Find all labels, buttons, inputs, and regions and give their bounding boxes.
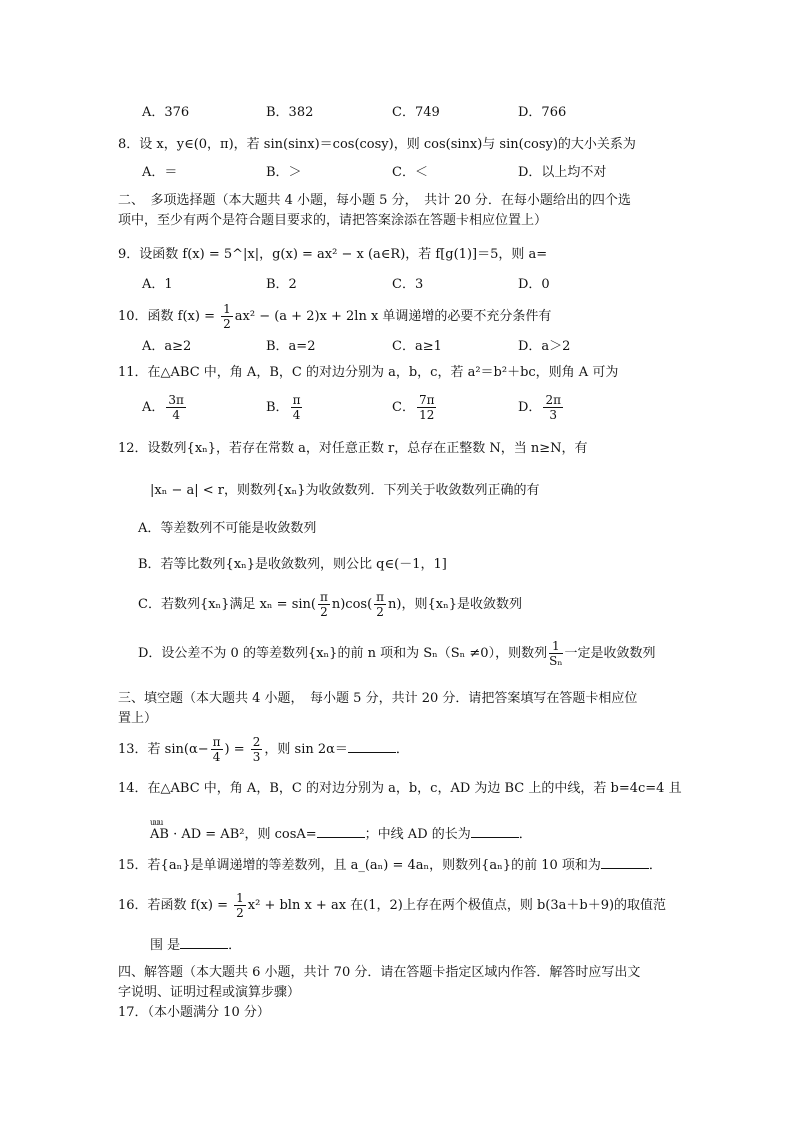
q17-heading: 17．（本小题满分 10 分） <box>118 1005 270 1020</box>
q14-cosa-blank[interactable] <box>317 825 365 838</box>
q15-stem: 15．若{aₙ}是单调递增的等差数列，且 a_(aₙ) = 4aₙ，则数列{aₙ}的前 10 项和为 ． <box>118 858 662 873</box>
q8-option-a: A．＝ <box>142 165 178 180</box>
q11-option-b: B． $\frac{\pi}{4}$ <box>266 393 301 422</box>
section2-heading-line1: 二、 多项选择题（本大题共 4 小题，每小题 5 分， 共计 20 分．在每小题给出的四个选 <box>118 193 631 208</box>
q14-stem-line2: uuu AB · AD = AB²，则 cosA= ；中线 AD 的长为 ． <box>150 820 532 844</box>
q8-stem: 8．设 x，y∈(0，π)，若 sin(sinx)＝cos(cosy)，则 cos(sinx)与 sin(cosy)的大小关系为 <box>118 137 636 152</box>
q10-stem: 10．函数 f(x) = $\frac{1}{2}$ ax² − (a + 2)x + 2ln x 单调递增的必要不充分条件有 <box>118 302 552 331</box>
section3-heading-line1: 三、填空题（本大题共 4 小题， 每小题 5 分，共计 20 分．请把答案填写在答题卡相应位 <box>118 691 638 706</box>
q12-stem-line2: |xₙ − a| < r，则数列{xₙ}为收敛数列．下列关于收敛数列正确的有 <box>150 483 540 498</box>
q8-option-d: D．以上均不对 <box>518 165 607 180</box>
q10-option-a: A．a≥2 <box>142 339 192 354</box>
q11-option-a: A． $\frac{3\pi}{4}$ <box>142 393 184 422</box>
section4-heading-line2: 字说明、证明过程或演算步骤） <box>118 985 301 1000</box>
q11-option-c: C． $\frac{7\pi}{12}$ <box>392 393 435 422</box>
q8-option-c: C．＜ <box>392 165 428 180</box>
q13-stem: 13．若 sin(α− $\frac{\pi}{4}$ ) = $\frac{2}{3}$ ，则 sin 2α＝ ． <box>118 735 409 764</box>
q9-option-d: D．0 <box>518 277 550 292</box>
q9-option-c: C．3 <box>392 277 424 292</box>
q11-option-d: D． $\frac{2\pi}{3}$ <box>518 393 561 422</box>
q16-answer-blank[interactable] <box>180 936 228 949</box>
q10-option-d: D．a＞2 <box>518 339 571 354</box>
q15-answer-blank[interactable] <box>601 856 649 869</box>
q10-option-c: C．a≥1 <box>392 339 442 354</box>
q12-option-d: D．设公差不为 0 的等差数列{xₙ}的前 n 项和为 Sₙ（Sₙ ≠0），则数列 $\frac{1}{\text{Sₙ}}$ 一定是收敛数列 <box>138 639 656 668</box>
section4-heading-line1: 四、解答题（本大题共 6 小题，共计 70 分．请在答题卡指定区域内作答．解答时应写出文 <box>118 965 641 980</box>
q9-stem: 9．设函数 f(x) = 5^|x|，g(x) = ax² − x (a∈R)，若 f[g(1)]＝5，则 a= <box>118 247 548 262</box>
q14-vector-expression: uuu AB · AD = AB² <box>150 820 244 844</box>
q12-option-c: C．若数列{xₙ}满足 xₙ = sin( $\frac{\pi}{2}$ n)cos( $\frac{\pi}{2}$ n)，则{xₙ}是收敛数列 <box>138 590 522 619</box>
q7-option-c: C．749 <box>392 105 440 120</box>
q12-option-b: B．若等比数列{xₙ}是收敛数列，则公比 q∈(－1，1] <box>138 557 447 572</box>
q8-option-b: B．＞ <box>266 165 302 180</box>
q10-option-b: B．a=2 <box>266 339 316 354</box>
q12-option-a: A．等差数列不可能是收敛数列 <box>138 521 317 536</box>
section2-heading-line2: 项中，至少有两个是符合题目要求的，请把答案涂添在答题卡相应位置上） <box>118 213 548 228</box>
q14-ad-length-blank[interactable] <box>471 825 519 838</box>
q16-stem-line1: 16．若函数 f(x) = $\frac{1}{2}$ x² + bln x + ax 在(1，2)上存在两个极值点，则 b(3a＋b＋9)的取值范 <box>118 891 667 920</box>
q7-option-d: D．766 <box>518 105 567 120</box>
q13-answer-blank[interactable] <box>348 740 396 753</box>
q16-stem-line2: 围 是 ． <box>150 938 242 953</box>
q14-stem-line1: 14．在△ABC 中，角 A，B，C 的对边分别为 a，b，c，AD 为边 BC 上的中线，若 b=4c=4 且 <box>118 781 682 796</box>
q11-stem: 11．在△ABC 中，角 A，B，C 的对边分别为 a，b，c，若 a²＝b²＋bc，则角 A 可为 <box>118 365 619 380</box>
q7-option-b: B．382 <box>266 105 314 120</box>
q10-fraction: $\frac{1}{2}$ <box>223 302 231 331</box>
q7-option-a: A．376 <box>142 105 190 120</box>
q12-stem-line1: 12．设数列{xₙ}，若存在常数 a，对任意正数 r，总存在正整数 N，当 n≥N，有 <box>118 441 588 456</box>
q9-option-a: A．1 <box>142 277 173 292</box>
section3-heading-line2: 置上） <box>118 711 158 726</box>
q9-option-b: B．2 <box>266 277 297 292</box>
